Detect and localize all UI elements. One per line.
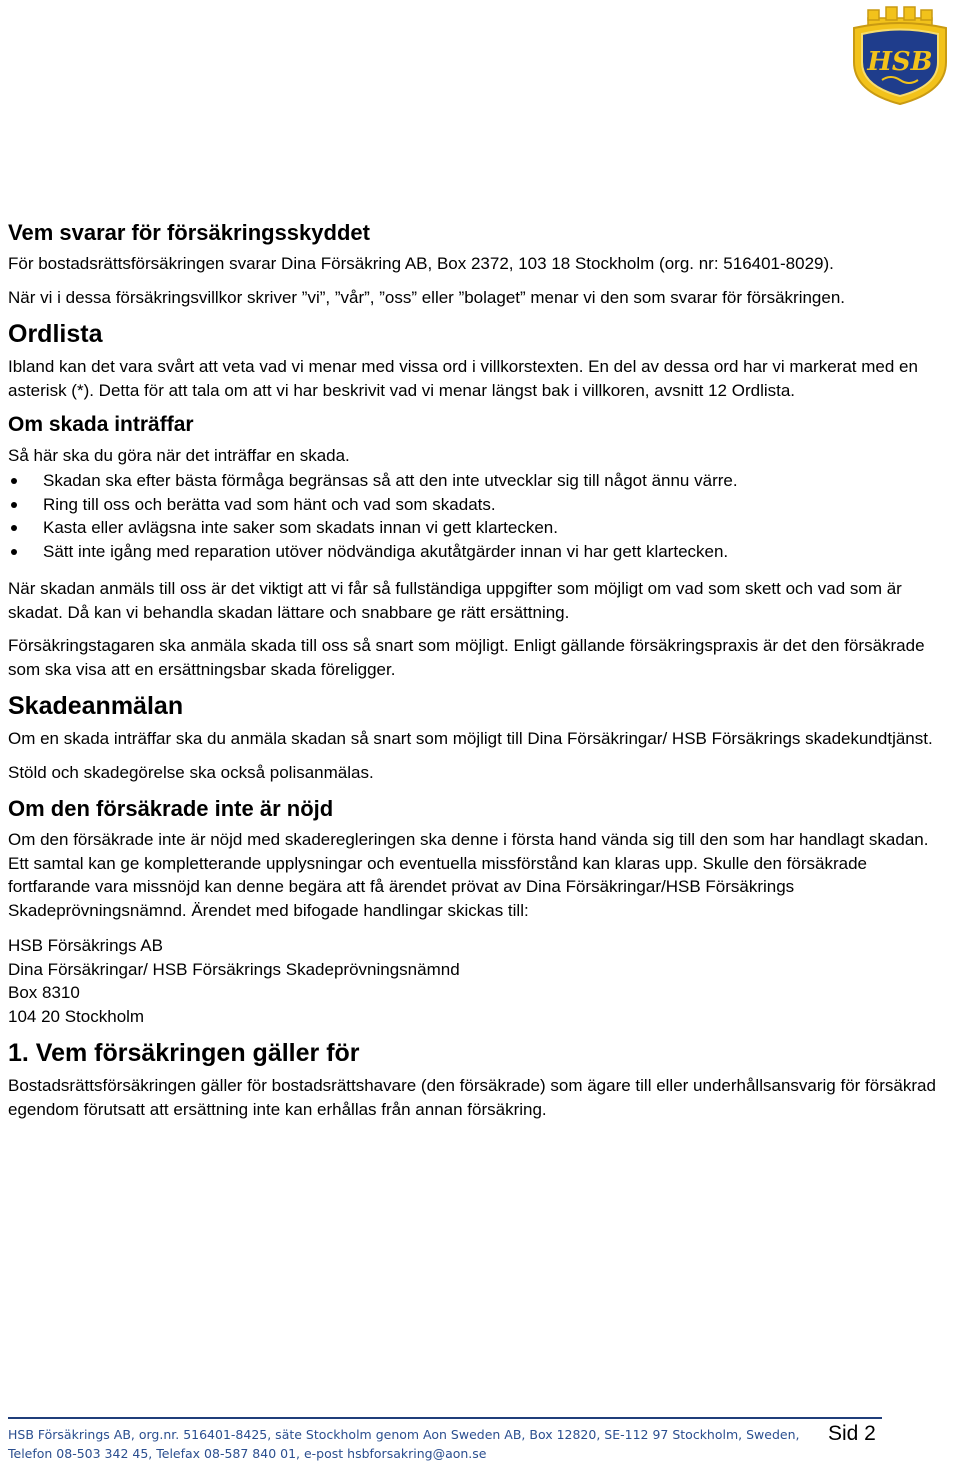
paragraph-inte-nojd: Om den försäkrade inte är nöjd med skaderegleringen ska denne i första hand vända sig till den som har handlagt skadan. Ett samtal kan ge kompletterande upplysningar och eventuella missförstånd kan klaras upp. Skulle den försäkrade fortfarande vara missnöjd kan denne begära att få ärendet prövat av Dina Försäkringar/HSB Försäkrings Skadeprövningsnämnd. Ärendet med bifogade handlingar skickas till: [8, 830, 929, 920]
heading-inte-nojd: Om den försäkrade inte är nöjd [8, 796, 334, 822]
bullet-icon [11, 502, 17, 508]
list-item-text: Kasta eller avlägsna inte saker som skadats innan vi gett klartecken. [43, 518, 558, 538]
paragraph-skada-intro: Så här ska du göra när det inträffar en skada. [8, 445, 350, 465]
logo-text: HSB [867, 47, 933, 77]
heading-vem-galler: 1. Vem försäkringen gäller för [8, 1039, 360, 1068]
list-item-text: Ring till oss och berätta vad som hänt och vad som skadats. [43, 494, 496, 514]
paragraph-skada-policyholder: Försäkringstagaren ska anmäla skada till oss så snart som möjligt. Enligt gällande försäkringspraxis är det den försäkrade som ska visa att en ersättningsbar skada föreligger. [8, 636, 925, 679]
footer-divider [8, 1417, 882, 1419]
hsb-logo-emblem [846, 4, 954, 108]
footer-line-1: HSB Försäkrings AB, org.nr. 516401-8425, säte Stockholm genom Aon Sweden AB, Box 12820, SE-112 97 Stockholm, Sweden, [8, 1427, 800, 1442]
address-line: Dina Försäkringar/ HSB Försäkrings Skadeprövningsnämnd [8, 959, 460, 979]
document-body [8, 220, 948, 1121]
paragraph-stold: Stöld och skadegörelse ska också polisanmälas. [8, 762, 374, 782]
paragraph-vem-galler: Bostadsrättsförsäkringen gäller för bostadsrättshavare (den försäkrade) som ägare till eller underhållsansvarig för försäkrad egendom förutsatt att ersättning inte kan erhållas från annan försäkring. [8, 1076, 936, 1119]
list-item-text: Sätt inte igång med reparation utöver nödvändiga akutåtgärder innan vi har gett klartecken. [43, 541, 729, 561]
list-item [8, 469, 948, 493]
paragraph-insurer: För bostadsrättsförsäkringen svarar Dina Försäkring AB, Box 2372, 103 18 Stockholm (org. nr: 516401-8029). [8, 254, 834, 274]
paragraph-skadeanmalan: Om en skada inträffar ska du anmäla skadan så snart som möjligt till Dina Försäkringar/ HSB Försäkrings skadekundtjänst. [8, 729, 933, 749]
bullet-icon [11, 478, 17, 484]
heading-skadeanmalan: Skadeanmälan [8, 692, 184, 721]
list-item [8, 516, 948, 540]
address-line: 104 20 Stockholm [8, 1006, 145, 1026]
bullet-icon [11, 549, 17, 555]
list-item [8, 540, 948, 564]
bullet-icon [11, 525, 17, 531]
paragraph-ordlista: Ibland kan det vara svårt att veta vad vi menar med vissa ord i villkorstexten. En del av dessa ord har vi markerat med en asterisk (*). Detta för att tala om att vi har beskrivit vad vi menar längst bak i villkoren, avsnitt 12 Ordlista. [8, 357, 918, 400]
address-line: Box 8310 [8, 983, 80, 1003]
list-item [8, 493, 948, 517]
page-number: Sid 2 [828, 1422, 876, 1445]
paragraph-we-meaning: När vi i dessa försäkringsvillkor skriver ”vi”, ”vår”, ”oss” eller ”bolaget” menar vi den som svarar för försäkringen. [8, 287, 846, 307]
heading-vem-svarar: Vem svarar för försäkringsskyddet [8, 220, 370, 245]
footer-company-info [8, 1425, 808, 1463]
heading-om-skada: Om skada inträffar [8, 413, 194, 437]
footer-line-2: Telefon 08-503 342 45, Telefax 08-587 840 01, e-post hsbforsakring@aon.se [8, 1446, 487, 1461]
hsb-logo [846, 4, 954, 108]
address-line: HSB Försäkrings AB [8, 936, 163, 956]
address-block [8, 934, 948, 1028]
list-item-text: Skadan ska efter bästa förmåga begränsas så att den inte utvecklar sig till något ännu värre. [43, 471, 738, 491]
heading-ordlista: Ordlista [8, 320, 103, 349]
paragraph-skada-report: När skadan anmäls till oss är det viktigt att vi får så fullständiga uppgifter som möjligt om vad som skett och vad som är skadat. Då kan vi behandla skadan lättare och snabbare ge rätt ersättning. [8, 579, 902, 622]
skada-bullet-list [8, 469, 948, 563]
